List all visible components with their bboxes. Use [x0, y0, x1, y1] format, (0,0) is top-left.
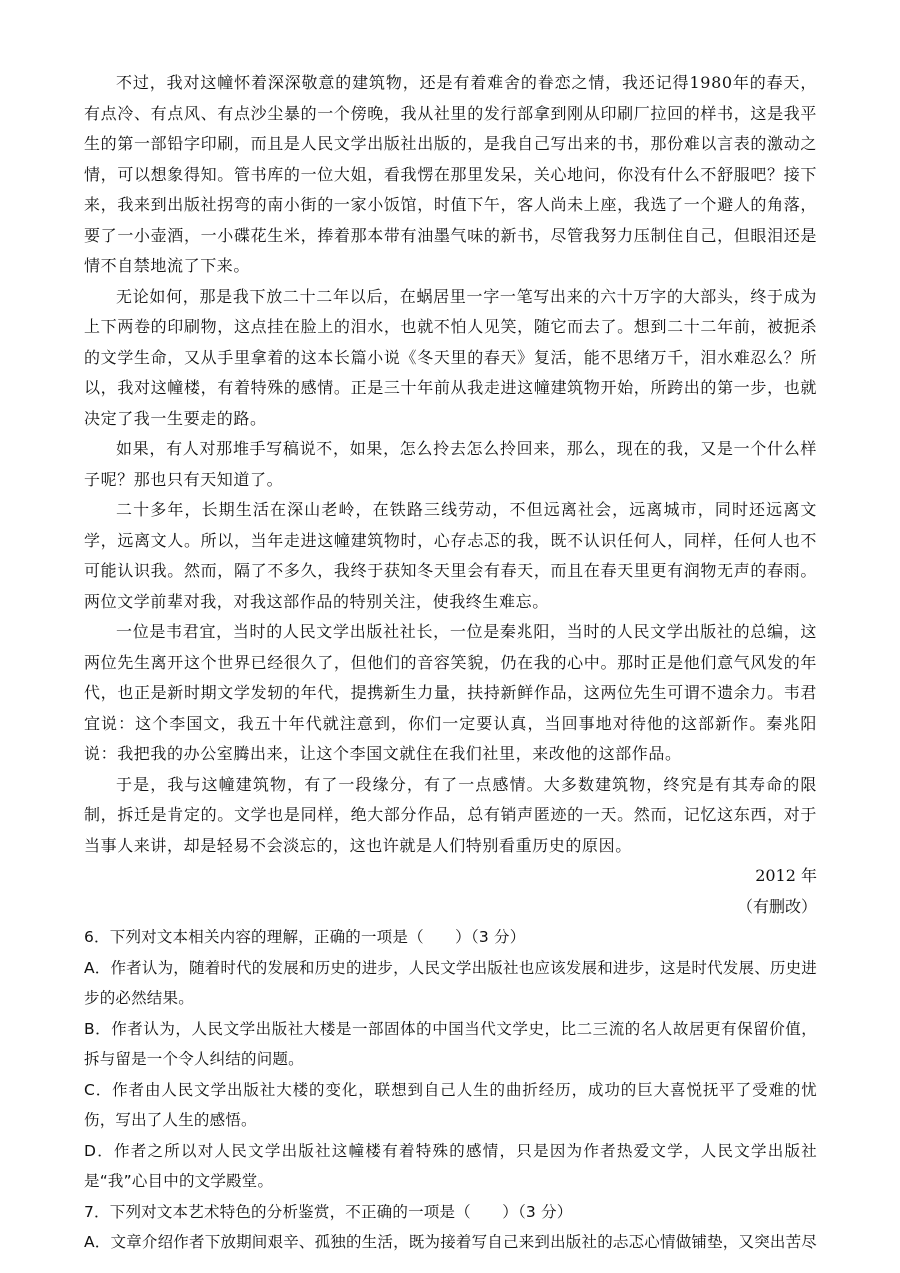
- question-7: [84, 1197, 817, 1258]
- option-a: A．文章介绍作者下放期间艰辛、孤独的生活，既为接着写自己来到出版社的忐忑心情做铺垫，又突出苦尽: [84, 1233, 818, 1251]
- essay-paragraph-5: 一位是韦君宜，当时的人民文学出版社社长，一位是秦兆阳，当时的人民文学出版社的总编，这两位先生离开这个世界已经很久了，但他们的音容笑貌，仍在我的心中。那时正是他们意气风发的年代，也正是新时期文学发轫的年代，提携新生力量，扶持新鲜作品，这两位先生可谓不遗余力。韦君宜说：这个李国文，我五十年代就注意到，你们一定要认真，当回事地对待他的这部新作。秦兆阳说：我把我的办公室腾出来，让这个李国文就住在我们社里，来改他的这部作品。: [84, 622, 817, 763]
- option-a: A．作者认为，随着时代的发展和历史的进步，人民文学出版社也应该发展和进步，这是时代发展、历史进步的必然结果。: [84, 958, 818, 1007]
- essay-paragraph-6: 于是，我与这幢建筑物，有了一段缘分，有了一点感情。大多数建筑物，终究是有其寿命的限制，拆迁是肯定的。文学也是同样，绝大部分作品，总有销声匿迹的一天。然而，记忆这东西，对于当事人来讲，却是轻易不会淡忘的，这也许就是人们特别看重历史的原因。: [84, 774, 817, 855]
- question-stem: 7．下列对文本艺术特色的分析鉴赏，不正确的一项是（ ）（3 分）: [84, 1202, 573, 1221]
- option-c: C．作者由人民文学出版社大楼的变化，联想到自己人生的曲折经历，成功的巨大喜悦抚平了受难的忧伤，写出了人生的感悟。: [84, 1080, 817, 1129]
- question-stem: 6．下列对文本相关内容的理解，正确的一项是（ ）（3 分）: [84, 928, 526, 946]
- essay-paragraph-1: 不过，我对这幢怀着深深敬意的建筑物，还是有着难舍的眷恋之情，我还记得1980年的春天，有点冷、有点风、有点沙尘暴的一个傍晚，我从社里的发行部拿到刚从印刷厂拉回的样书，这是我平生的第一部铅字印刷，而且是人民文学出版社出版的，是我自己写出来的书，那份难以言表的激动之情，可以想象得知。管书库的一位大姐，看我愣在那里发呆，关心地问，你没有什么不舒服吧？接下来，我来到出版社拐弯的南小街的一家小饭馆，时值下午，客人尚未上座，我选了一个避人的角落，要了一小壶酒，一小碟花生米，捧着那本带有油墨气味的新书，尽管我努力压制住自己，但眼泪还是情不自禁地流了下来。: [84, 73, 817, 275]
- question-6: [84, 922, 817, 1197]
- essay-paragraph-2: 无论如何，那是我下放二十二年以后，在蜗居里一字一笔写出来的六十万字的大部头，终于成为上下两卷的印刷物，这点挂在脸上的泪水，也就不怕人见笑，随它而去了。想到二十二年前，被扼杀的文学生命，又从手里拿着的这本长篇小说《冬天里的春天》复活，能不思绪万千，泪水难忍么？所以，我对这幢楼，有着特殊的感情。正是三十年前从我走进这幢建筑物开始，所跨出的第一步，也就决定了我一生要走的路。: [84, 286, 817, 428]
- document-page: [84, 68, 817, 1258]
- option-b: B．作者认为，人民文学出版社大楼是一部固体的中国当代文学史，比二三流的名人故居更有保留价值，拆与留是一个令人纠结的问题。: [84, 1019, 817, 1068]
- essay-paragraph-3: 如果，有人对那堆手写稿说不，如果，怎么拎去怎么拎回来，那么，现在的我，又是一个什么样子呢？那也只有天知道了。: [84, 439, 817, 489]
- essay-date: 2012 年: [755, 866, 817, 885]
- essay-abridged-note: （有删改）: [736, 896, 817, 916]
- essay-paragraph-4: 二十多年，长期生活在深山老岭，在铁路三线劳动，不但远离社会，远离城市，同时还远离文学，远离文人。所以，当年走进这幢建筑物时，心存忐忑的我，既不认识任何人，同样，任何人也不可能认识我。然而，隔了不多久，我终于获知冬天里会有春天，而且在春天里更有润物无声的春雨。两位文学前辈对我，对我这部作品的特别关注，使我终生难忘。: [84, 500, 817, 611]
- option-d: D．作者之所以对人民文学出版社这幢楼有着特殊的感情，只是因为作者热爱文学，人民文学出版社是“我”心目中的文学殿堂。: [84, 1141, 817, 1190]
